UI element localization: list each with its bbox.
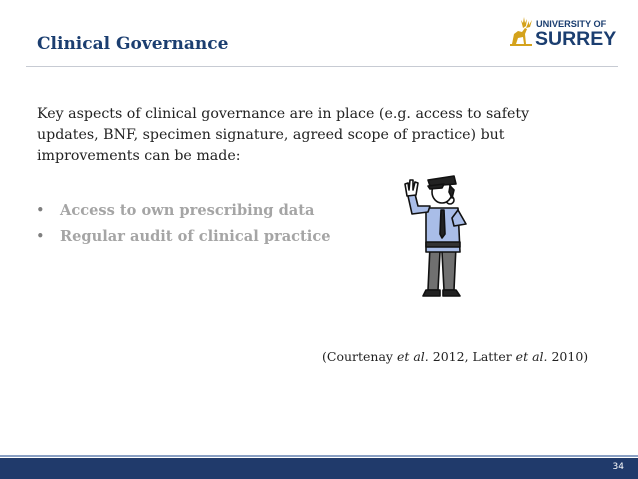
university-logo: [506, 14, 618, 50]
intro-text: Key aspects of clinical governance are in place (e.g. access to safety updates, BNF, specimen signature, agreed scope of practice) but improvements can be made:: [37, 106, 530, 164]
bullet-marker: •: [36, 228, 45, 245]
stag-icon: [506, 14, 618, 50]
bullet-marker: •: [36, 202, 45, 219]
bullet-text: Access to own prescribing data: [60, 202, 315, 219]
bullet-list: [36, 198, 331, 250]
footer-accent-line: [0, 455, 638, 457]
logo-line1: UNIVERSITY OF: [536, 19, 607, 29]
bullet-item: [36, 198, 331, 224]
citation-etal-1: et al.: [396, 349, 429, 364]
citation-etal-2: et al.: [515, 349, 548, 364]
citation: [322, 349, 588, 364]
logo-line2: SURREY: [535, 28, 617, 50]
bullet-item: [36, 224, 331, 250]
page-number: 34: [612, 462, 624, 472]
citation-mid: 2012, Latter: [428, 349, 516, 364]
citation-open: (Courtenay: [322, 349, 397, 364]
police-officer-stop-gesture-icon: [398, 162, 482, 298]
bullet-text: Regular audit of clinical practice: [60, 228, 331, 245]
footer-bar: [0, 458, 638, 479]
citation-close: 2010): [547, 349, 589, 364]
title-divider: [26, 66, 618, 67]
slide-title: Clinical Governance: [37, 34, 229, 54]
